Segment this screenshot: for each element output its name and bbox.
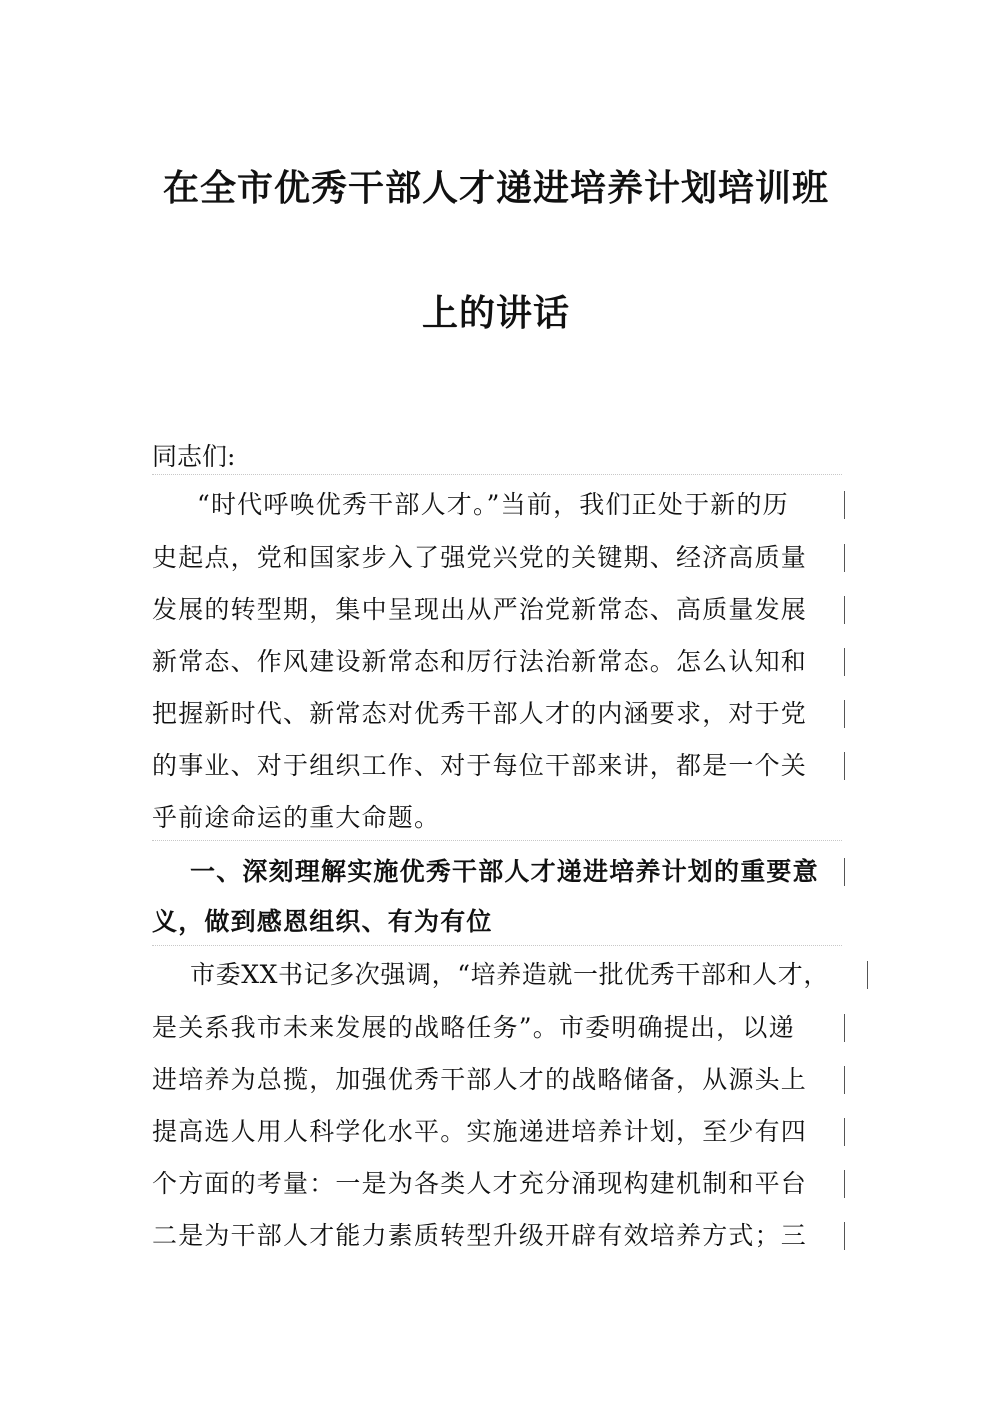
paragraph-1-line: 新常态、作风建设新常态和厉行法治新常态。怎么认知和	[152, 647, 808, 676]
paragraph-2-line: 个方面的考量：一是为各类人才充分涌现构建机制和平台	[152, 1169, 808, 1198]
paragraph-2-line: 市委XX书记多次强调，“培养造就一批优秀干部和人才，	[190, 960, 829, 989]
line-end-marker	[844, 700, 845, 728]
line-end-marker	[844, 648, 845, 676]
line-end-marker	[844, 858, 845, 886]
paragraph-2-line: 二是为干部人才能力素质转型升级开辟有效培养方式；三	[152, 1221, 808, 1250]
line-end-marker	[844, 752, 845, 780]
line-end-marker	[844, 544, 845, 572]
paragraph-1-line: 发展的转型期，集中呈现出从严治党新常态、高质量发展	[152, 595, 808, 624]
paragraph-1-line: 的事业、对于组织工作、对于每位干部来讲，都是一个关	[152, 751, 808, 780]
line-end-marker	[844, 1222, 845, 1250]
paragraph-rule	[152, 840, 842, 841]
line-end-marker	[844, 491, 845, 519]
document-title-line-1: 在全市优秀干部人才递进培养计划培训班	[162, 167, 829, 209]
paragraph-2-line: 提高选人用人科学化水平。实施递进培养计划，至少有四	[152, 1117, 808, 1146]
line-end-marker	[844, 596, 845, 624]
paragraph-1-line: 把握新时代、新常态对优秀干部人才的内涵要求，对于党	[152, 699, 808, 728]
paragraph-1-line: “时代呼唤优秀干部人才。”当前，我们正处于新的历	[197, 490, 789, 519]
paragraph-2-line: 是关系我市未来发展的战略任务”。市委明确提出，以递	[152, 1013, 795, 1042]
line-end-marker	[844, 1170, 845, 1198]
paragraph-1-line: 乎前途命运的重大命题。	[152, 803, 441, 832]
section-heading-line: 义，做到感恩组织、有为有位	[152, 907, 493, 936]
line-end-marker	[844, 1118, 845, 1146]
line-end-marker	[867, 961, 868, 989]
line-end-marker	[844, 1014, 845, 1042]
paragraph-rule	[152, 474, 842, 475]
section-heading-line: 一、深刻理解实施优秀干部人才递进培养计划的重要意	[190, 857, 819, 886]
paragraph-1-line: 史起点，党和国家步入了强党兴党的关键期、经济高质量	[152, 543, 808, 572]
document-title-line-2: 上的讲话	[421, 292, 570, 334]
line-end-marker	[844, 1066, 845, 1094]
paragraph-2-line: 进培养为总揽，加强优秀干部人才的战略储备，从源头上	[152, 1065, 808, 1094]
salutation: 同志们:	[152, 442, 236, 471]
paragraph-rule	[152, 945, 842, 946]
